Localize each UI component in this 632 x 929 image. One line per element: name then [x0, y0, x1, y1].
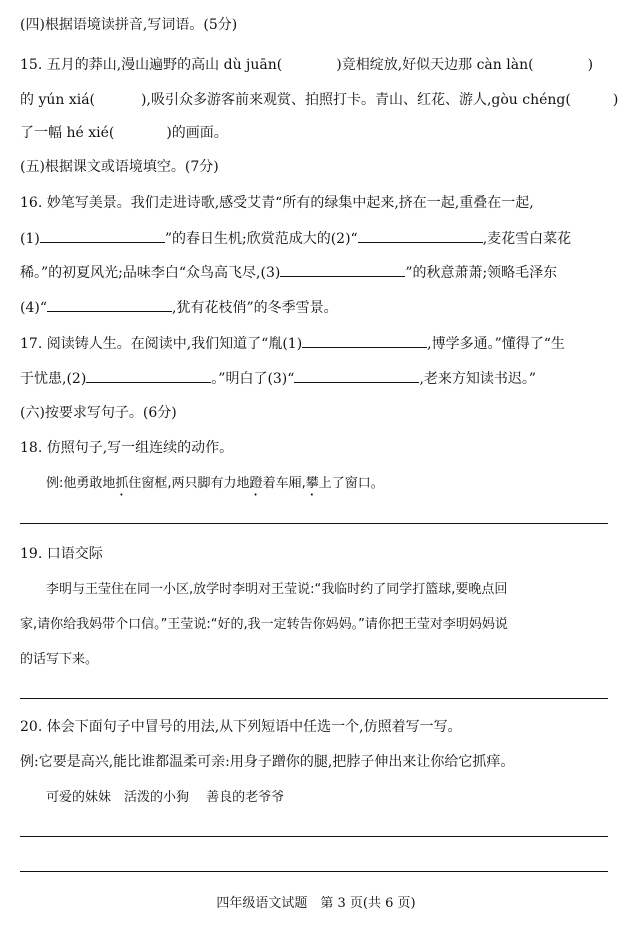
q15-text: )竞相绽放,好似天边那 càn làn( — [336, 57, 534, 73]
answer-blank-hexie[interactable] — [114, 123, 166, 137]
answer-blank[interactable] — [40, 228, 165, 243]
q20-answer-line[interactable] — [20, 836, 608, 837]
q16-text: ”的春日生机;欣赏范成大的(2)“ — [164, 231, 358, 247]
q15-text: 15. 五月的莽山,漫山遍野的高山 dù juān( — [20, 57, 283, 73]
q16-line4 — [20, 297, 612, 318]
q16-text: ”的秋意萧萧;领略毛泽东 — [405, 265, 558, 281]
answer-blank[interactable] — [294, 368, 419, 383]
q15-text: 了一幅 hé xié( — [20, 125, 115, 141]
q16-text: 稀。”的初夏风光;品味李白“众鸟高飞尽,(3) — [20, 265, 281, 281]
q17-text: ,博学多通。”懂得了“生 — [427, 336, 565, 352]
q20-answer-line[interactable] — [20, 871, 608, 872]
q17-line2 — [20, 368, 612, 389]
answer-blank[interactable] — [280, 262, 405, 277]
q15-line2 — [20, 90, 619, 110]
answer-blank[interactable] — [86, 368, 211, 383]
q17-line1 — [20, 333, 612, 354]
q19-line1: 李明与王莹住在同一小区,放学时李明对王莹说:“我临时约了同学打篮球,要晚点回 — [46, 582, 508, 597]
q17-text: 。”明白了(3)“ — [211, 371, 295, 387]
q18-answer-line[interactable] — [20, 523, 608, 524]
q18-example — [46, 474, 612, 499]
q19-title: 19. 口语交际 — [20, 546, 103, 562]
q17-text: 17. 阅读铸人生。在阅读中,我们知道了“胤(1) — [20, 336, 303, 352]
section6-heading: (六)按要求写句子。(6分) — [20, 405, 177, 421]
q16-text: (4)“ — [20, 300, 47, 316]
q20-options: 可爱的妹妹 活泼的小狗 善良的老爷爷 — [46, 790, 285, 805]
answer-blank-yunxia[interactable] — [95, 90, 141, 104]
section5-heading: (五)根据课文或语境填空。(7分) — [20, 159, 219, 175]
q19-line2: 家,请你给我妈带个口信。”王莹说:“好的,我一定转告你妈妈。”请你把王莹对李明妈妈说 — [20, 617, 508, 632]
answer-blank[interactable] — [358, 228, 483, 243]
page-footer: 四年级语文试题 第 3 页(共 6 页) — [216, 896, 416, 911]
answer-blank[interactable] — [302, 333, 427, 348]
q16-text: (1) — [20, 231, 40, 247]
q18-dotted-verb: 攀 — [305, 476, 319, 491]
q18-title: 18. 仿照句子,写一组连续的动作。 — [20, 440, 234, 456]
section4-heading: (四)根据语境读拼音,写词语。(5分) — [20, 17, 238, 33]
q16-line1: 16. 妙笔写美景。我们走进诗歌,感受艾青“所有的绿集中起来,挤在一起,重叠在一起, — [20, 195, 534, 211]
answer-blank-dujuan[interactable] — [282, 55, 336, 69]
answer-blank[interactable] — [47, 297, 172, 312]
q19-line3: 的话写下来。 — [20, 652, 99, 667]
q15-line1 — [20, 55, 612, 75]
q17-text: ,老来方知读书迟。” — [419, 371, 537, 387]
q16-line2 — [20, 228, 612, 249]
q18-example-text: 着车厢, — [262, 476, 306, 491]
answer-blank-canlan[interactable] — [534, 55, 588, 69]
q20-example: 例:它要是高兴,能比谁都温柔可亲:用身子蹭你的腿,把脖子伸出来让你给它抓痒。 — [20, 754, 515, 770]
q17-text: 于忧患,(2) — [20, 371, 87, 387]
q18-example-text: 住窗框,两只脚有力地 — [128, 476, 250, 491]
q19-answer-line[interactable] — [20, 698, 608, 699]
q15-text: ) — [612, 92, 619, 108]
q18-example-text: 例:他勇敢地 — [46, 476, 116, 491]
q16-text: ,麦花雪白菜花 — [482, 231, 572, 247]
q15-text: )的画面。 — [166, 125, 228, 141]
q20-title: 20. 体会下面句子中冒号的用法,从下列短语中任选一个,仿照着写一写。 — [20, 719, 462, 735]
q18-dotted-verb: 抓 — [115, 476, 129, 491]
q16-text: ,犹有花枝俏”的冬季雪景。 — [172, 300, 338, 316]
q15-text: ) — [587, 57, 594, 73]
answer-blank-goucheng[interactable] — [571, 90, 613, 104]
q16-line3 — [20, 262, 612, 283]
q15-line3 — [20, 123, 612, 143]
q15-text: ),吸引众多游客前来观赏、拍照打卡。青山、红花、游人,gòu chéng( — [141, 92, 571, 108]
q15-text: 的 yún xiá( — [20, 92, 96, 108]
q18-example-text: 上了窗口。 — [318, 476, 384, 491]
q18-dotted-verb: 蹬 — [249, 476, 263, 491]
